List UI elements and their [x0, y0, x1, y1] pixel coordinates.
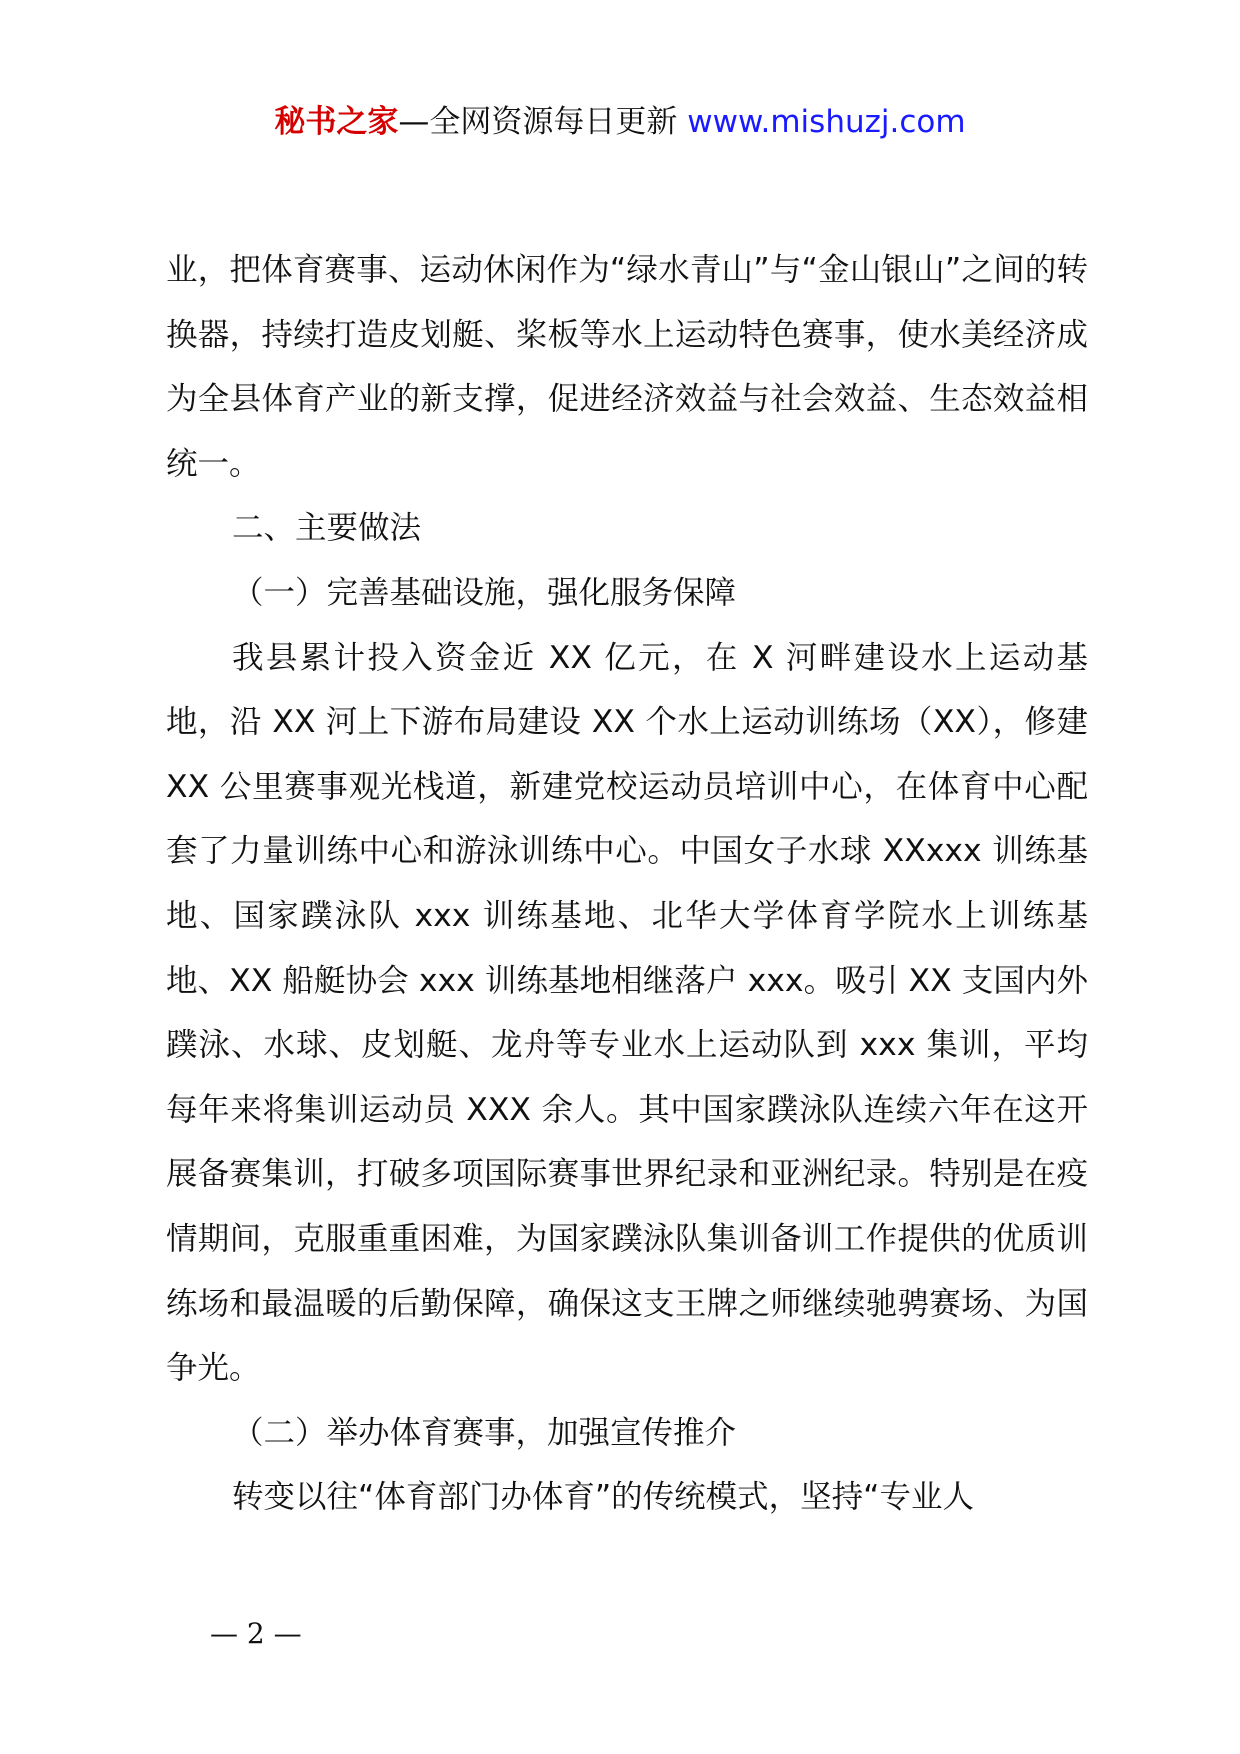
header-url[interactable]: www.mishuzj.com — [687, 104, 966, 140]
brand-name: 秘书之家 — [274, 104, 399, 140]
paragraph-events: 转变以往“体育部门办体育”的传统模式，坚持“专业人 — [232, 1479, 974, 1516]
page-header — [0, 98, 1240, 146]
page-number: — 2 — — [210, 1617, 302, 1650]
document-body — [166, 238, 1088, 1530]
subsection-heading-2: （二）举办体育赛事，加强宣传推介 — [232, 1414, 737, 1451]
paragraph-continued: 业，把体育赛事、运动休闲作为“绿水青山”与“金山银山”之间的转换器，持续打造皮划艇、桨板等水上运动特色赛事，使水美经济成为全县体育产业的新支撑，促进经济效益与社会效益、生态效益相统一。 — [166, 252, 1088, 482]
paragraph-infrastructure: 我县累计投入资金近 XX 亿元，在 X 河畔建设水上运动基地，沿 XX 河上下游布局建设 XX 个水上运动训练场（XX），修建 XX 公里赛事观光栈道，新建党校运动员培训中心，在体育中心配套了力量训练中心和游泳训练中心。中国女子水球 XXxxx 训练基地、国家蹼泳队 xxx 训练基地、北华大学体育学院水上训练基地、XX 船艇协会 xxx 训练基地相继落户 xxx。吸引 XX 支国内外蹼泳、水球、皮划艇、龙舟等专业水上运动队到 xxx 集训，平均每年来将集训运动员 XXX 余人。其中国家蹼泳队连续六年在这开展备赛集训，打破多项国际赛事世界纪录和亚洲纪录。特别是在疫情期间，克服重重困难，为国家蹼泳队集训备训工作提供的优质训练场和最温暖的后勤保障，确保这支王牌之师继续驰骋赛场、为国争光。 — [166, 639, 1088, 1387]
section-heading: 二、主要做法 — [232, 510, 422, 547]
header-slogan: —全网资源每日更新 — [398, 104, 678, 140]
subsection-heading-1: （一）完善基础设施，强化服务保障 — [232, 574, 737, 611]
